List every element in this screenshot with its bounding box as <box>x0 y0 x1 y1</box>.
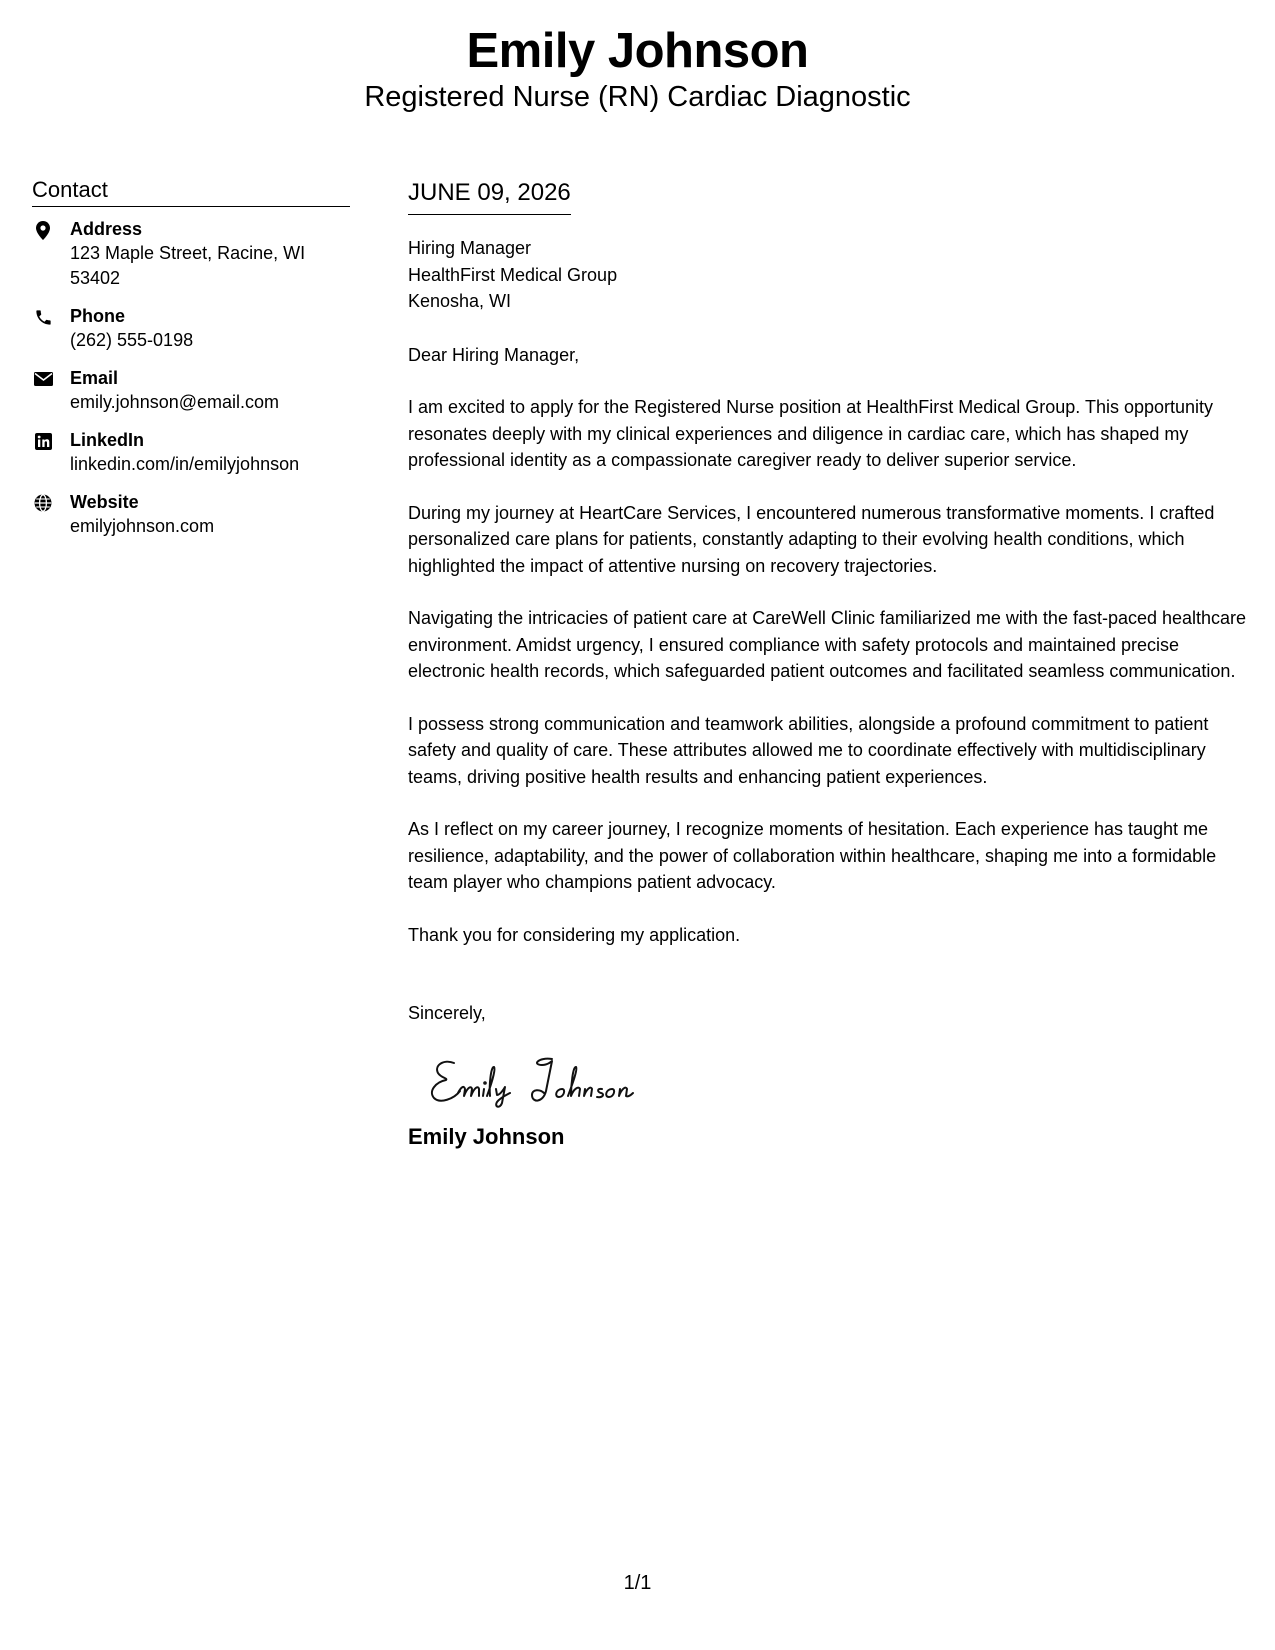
contact-list <box>32 217 350 539</box>
phone-icon <box>32 306 54 328</box>
contact-label-linkedin: LinkedIn <box>70 430 145 450</box>
location-pin-icon <box>32 219 54 241</box>
recipient-company: HealthFirst Medical Group <box>408 264 618 285</box>
letter-paragraph: I possess strong communication and teamwork abilities, alongside a profound commitment to patient safety and quality of care. These attributes allowed me to coordinate effectively with multidisciplinary teams, driving positive health results and enhancing patient experiences. <box>408 713 1209 787</box>
letter-paragraph: Thank you for considering my application. <box>408 924 741 945</box>
handwritten-signature <box>424 1051 664 1109</box>
contact-label-website: Website <box>70 492 139 512</box>
contact-label-address: Address <box>70 219 143 239</box>
letter-paragraph: During my journey at HeartCare Services, I encountered numerous transformative moments. I crafted personalized care plans for patients, constantly adapting to their evolving health conditions, which highlighted the impact of attentive nursing on recovery trajectories. <box>408 502 1215 576</box>
applicant-name: Emily Johnson <box>466 24 809 78</box>
closing: Sincerely, <box>408 1003 486 1023</box>
contact-label-phone: Phone <box>70 306 126 326</box>
contact-value-address: 123 Maple Street, Racine, WI 53402 <box>70 243 306 288</box>
letter-body <box>408 178 1253 1151</box>
letter-paragraph: Navigating the intricacies of patient care at CareWell Clinic familiarized me with the fast-paced healthcare environment. Amidst urgency, I ensured compliance with safety protocols and maintained precise electronic health records, which safeguarded patient outcomes and facilitated seamless communication. <box>408 608 1247 681</box>
contact-value-linkedin: linkedin.com/in/emilyjohnson <box>70 454 300 474</box>
recipient-block <box>408 235 1253 315</box>
contact-value-phone: (262) 555-0198 <box>70 330 194 350</box>
linkedin-icon <box>32 430 54 452</box>
contact-item-address <box>32 217 350 291</box>
letter-paragraph: As I reflect on my career journey, I recognize moments of hesitation. Each experience has taught me resilience, adaptability, and the power of collaboration within healthcare, shaping me into a formidable team player who champions patient advocacy. <box>408 819 1217 892</box>
salutation: Dear Hiring Manager, <box>408 344 580 365</box>
contact-value-email: emily.johnson@email.com <box>70 392 280 412</box>
envelope-icon <box>32 368 54 390</box>
applicant-role: Registered Nurse (RN) Cardiac Diagnostic <box>364 81 911 113</box>
letter-date: JUNE 09, 2026 <box>408 178 571 215</box>
letter-paragraph: I am excited to apply for the Registered Nurse position at HealthFirst Medical Group. This opportunity resonates deeply with my clinical experiences and diligence in cardiac care, which has shaped my professional identity as a compassionate caregiver ready to deliver superior service. <box>408 397 1214 470</box>
recipient-title: Hiring Manager <box>408 238 532 258</box>
signer-name: Emily Johnson <box>408 1123 565 1149</box>
contact-item-website <box>32 490 350 539</box>
contact-value-website: emilyjohnson.com <box>70 516 215 536</box>
globe-icon <box>32 492 54 514</box>
contact-label-email: Email <box>70 368 119 388</box>
contact-sidebar <box>32 176 350 552</box>
recipient-location: Kenosha, WI <box>408 291 512 311</box>
contact-section-title: Contact <box>32 176 350 207</box>
contact-item-phone <box>32 304 350 353</box>
letter-header <box>0 22 1275 114</box>
contact-item-email <box>32 366 350 415</box>
page-number: 1/1 <box>623 1572 652 1594</box>
contact-item-linkedin <box>32 428 350 477</box>
